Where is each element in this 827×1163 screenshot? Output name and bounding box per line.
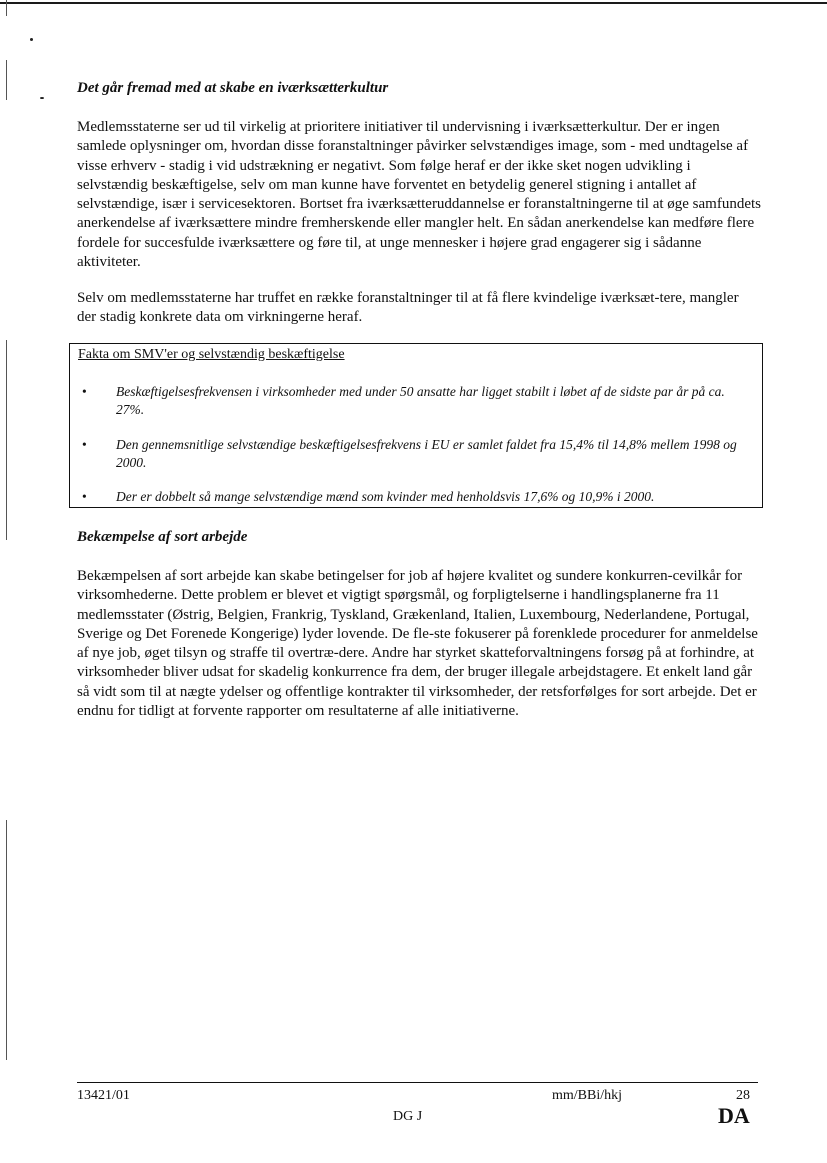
- fact-box: [69, 343, 763, 508]
- top-border-rule: [0, 2, 827, 4]
- fact-text: Der er dobbelt så mange selvstændige mænd som kvinder med henholdsvis 17,6% og 10,9% i 2000.: [116, 489, 655, 504]
- paragraph-undeclared-work: Bekæmpelsen af sort arbejde kan skabe betingelser for job af højere kvalitet og sundere konkurren-cevilkår for virksomhederne. Dette problem er blevet et vigtigt spørgsmål, og forpligtelserne i handlingsplanerne fra 11 medlemsstater (Østrig, Belgien, Frankrig, Tyskland, Grækenland, Italien, Luxembourg, Nederlandene, Portugal, Sverige og Det Forenede Kongerige) lyder lovende. De fle-ste fokuserer på forenklede procedurer for anmeldelse af nye job, øget tilsyn og straffe til overtræ-dere. Andre har styrket skatteforvaltningens forsøg på at forhindre, at virksomheder bliver udsat for skadelig konkurrence fra dem, der bruger illegale arbejdstagere. Et enkelt land går så vidt som til at nægte ydelser og offentlige kontrakter til virksomheder, der retsforfølges for sort arbejde. Det er endnu for tidligt at forvente rapporter om resultaterne af alle initiativerne.: [77, 568, 758, 720]
- paragraph-entrepreneurship-1: Medlemsstaterne ser ud til virkelig at prioritere initiativer til undervisning i iværksætterkultur. Der er ingen samlede oplysninger om, hvordan disse foranstaltninger påvirker selvstændiges image, som - med undtagelse af visse erhverv - stadig i vid udstrækning er negativt. Som følge heraf er der ikke sket nogen udvikling i selvstændig beskæftigelse, selv om man kunne have forventet en betydelig generel stigning i antallet af selvstændige, især i servicesektoren. Bortset fra iværksætteruddannelse er foranstaltningerne til at øge samfundets anerkendelse af iværksættere mindre fremherskende eller mangler helt. En sådan anerkendelse kan medføre flere fordele for succesfulde iværksættere og føre til, at unge mennesker i højere grad engagerer sig i sådanne aktiviteter.: [77, 119, 761, 271]
- left-margin-mark: [6, 340, 7, 540]
- section-heading-entrepreneurship: Det går fremad med at skabe en iværksætterkultur: [77, 80, 389, 96]
- footer-doc-number: 13421/01: [77, 1088, 130, 1103]
- bullet-icon: •: [82, 384, 87, 399]
- bullet-icon: •: [82, 437, 87, 452]
- fact-box-title: Fakta om SMV'er og selvstændig beskæftigelse: [78, 347, 345, 362]
- paragraph-entrepreneurship-2: Selv om medlemsstaterne har truffet en række foranstaltninger til at få flere kvindelige iværksæt-tere, mangler der stadig konkrete data om virkningerne heraf.: [77, 290, 739, 326]
- footer-rule: [77, 1082, 758, 1083]
- left-margin-mark: [6, 60, 7, 100]
- scan-speck: [30, 38, 33, 41]
- fact-text: Beskæftigelsesfrekvensen i virksomheder med under 50 ansatte har ligget stabilt i løbet af de sidste par år på ca. 27%.: [116, 384, 725, 417]
- left-margin-mark: [6, 820, 7, 1060]
- bullet-icon: •: [82, 489, 87, 504]
- footer-language-code: DA: [718, 1103, 750, 1128]
- left-margin-mark: [6, 0, 7, 16]
- footer-page-number: 28: [736, 1088, 750, 1103]
- scan-speck: [40, 97, 44, 99]
- footer-initials: mm/BBi/hkj: [552, 1088, 623, 1103]
- section-heading-undeclared-work: Bekæmpelse af sort arbejde: [77, 529, 248, 545]
- footer-directorate: DG J: [393, 1109, 423, 1124]
- fact-text: Den gennemsnitlige selvstændige beskæftigelsesfrekvens i EU er samlet faldet fra 15,4% til 14,8% mellem 1998 og 2000.: [116, 437, 737, 470]
